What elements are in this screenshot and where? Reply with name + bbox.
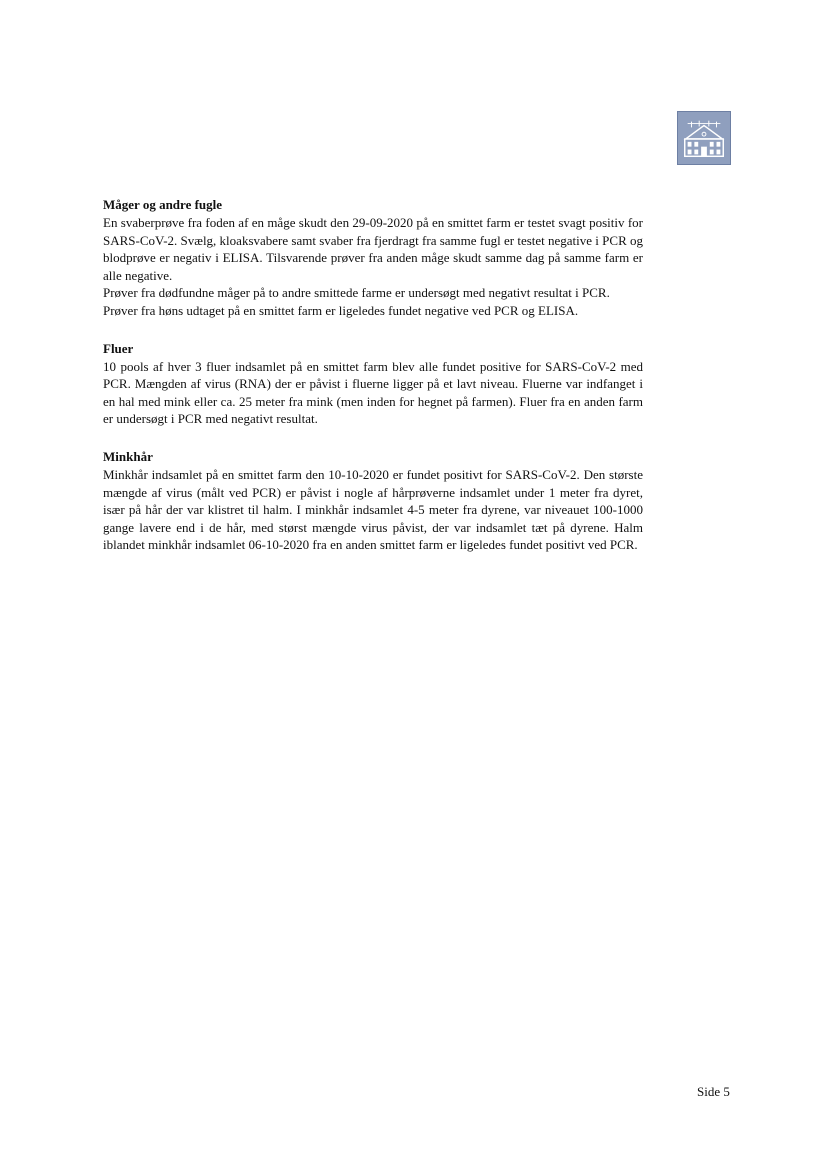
manor-house-logo-icon bbox=[677, 111, 731, 165]
section-paragraph: Minkhår indsamlet på en smittet farm den 10-10-2020 er fundet positivt for SARS-CoV-2. Den største mængde af virus (målt ved PCR) er påvist i nogle af hårprøverne indsamlet under 1 meter fra dyret, især på hår der var klistret til halm. I minkhår indsamlet 4-5 meter fra dyrene, var niveauet 100-1000 gange lavere end i de hår, med størst mængde virus påvist, der var indsamlet tæt på dyrene. Halm iblandet minkhår indsamlet 06-10-2020 fra en anden smittet farm er ligeledes fundet positivt ved PCR. bbox=[103, 466, 643, 553]
section-paragraph: En svaberprøve fra foden af en måge skudt den 29-09-2020 på en smittet farm er testet svagt positiv for SARS-CoV-2. Svælg, kloaksvabere samt svaber fra fjerdragt fra samme fugl er testet negative i PCR og blodprøve er negativ i ELISA. Tilsvarende prøver fra anden måge skudt samme dag på samme farm er alle negative. bbox=[103, 215, 643, 283]
section-heading: Minkhår bbox=[103, 448, 153, 464]
section-flies bbox=[103, 340, 643, 428]
document-body bbox=[103, 196, 643, 574]
section-mink-hair bbox=[103, 448, 643, 554]
section-gulls-and-birds bbox=[103, 196, 643, 320]
page-number: Side 5 bbox=[697, 1084, 730, 1099]
section-paragraph: Prøver fra høns udtaget på en smittet farm er ligeledes fundet negative ved PCR og ELISA. bbox=[103, 302, 579, 318]
section-heading: Måger og andre fugle bbox=[103, 197, 223, 212]
section-paragraph: Prøver fra dødfundne måger på to andre smittede farme er undersøgt med negativt resultat i PCR. bbox=[103, 285, 610, 301]
section-heading: Fluer bbox=[103, 340, 134, 356]
section-paragraph: 10 pools af hver 3 fluer indsamlet på en smittet farm blev alle fundet positive for SARS-CoV-2 med PCR. Mængden af virus (RNA) der er påvist i fluerne ligger på et lavt niveau. Fluerne var indfanget i en hal med mink eller ca. 25 meter fra mink (men inden for hegnet på farmen). Fluer fra en anden farm er undersøgt i PCR med negativt resultat. bbox=[103, 358, 643, 427]
